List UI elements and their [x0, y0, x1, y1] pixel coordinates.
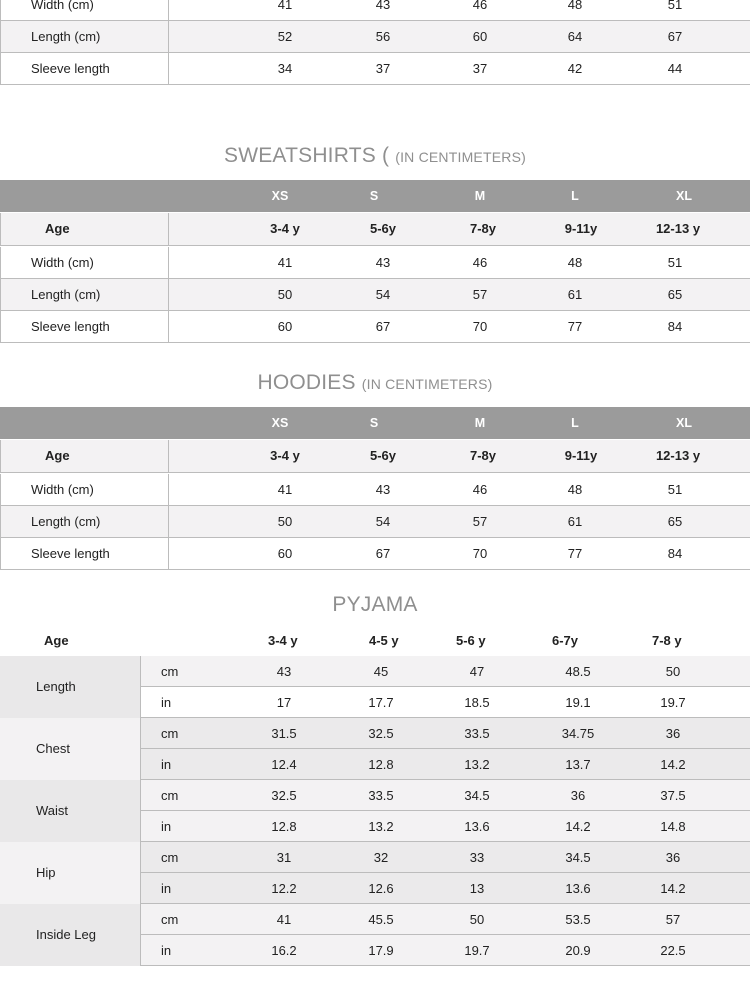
table-cell: 12.8	[368, 757, 394, 772]
table-cell: 41	[276, 912, 292, 927]
age-cell: 12-13 y	[655, 448, 701, 463]
table-cell: 51	[667, 482, 683, 497]
table-row	[141, 656, 750, 687]
table-cell: 57	[665, 912, 681, 927]
table-cell: 14.2	[565, 819, 591, 834]
table-cell: 44	[667, 61, 683, 76]
age-cell: 4-5 y	[369, 633, 399, 648]
table-row	[141, 687, 750, 718]
table-cell: 13.6	[464, 819, 490, 834]
table-cell: 43	[375, 0, 391, 12]
table-cell: 47	[469, 664, 485, 679]
table-cell: 33.5	[464, 726, 490, 741]
age-cell: 7-8y	[469, 221, 497, 236]
table-row	[141, 935, 750, 966]
table-cell: 31.5	[271, 726, 297, 741]
table-cell: 34.75	[561, 726, 595, 741]
size-header: XL	[676, 189, 692, 203]
table-cell: 12.2	[271, 881, 297, 896]
table-cell: 61	[567, 287, 583, 302]
size-header: M	[474, 416, 486, 430]
table-cell: 48	[567, 0, 583, 12]
table-cell: 46	[472, 255, 488, 270]
table-cell: 13	[469, 881, 485, 896]
row-label: Length (cm)	[1, 279, 169, 310]
age-cell: 3-4 y	[270, 221, 300, 236]
table-cell: 50	[277, 287, 293, 302]
pyjama-group-chest	[0, 718, 750, 780]
size-header-row	[0, 407, 750, 439]
unit-label: cm	[161, 664, 179, 679]
table-cell: 84	[667, 546, 683, 561]
table-row	[141, 904, 750, 935]
age-label: Age	[44, 633, 69, 648]
table-cell: 36	[665, 726, 681, 741]
table-cell: 13.2	[464, 757, 490, 772]
table-cell: 77	[567, 546, 583, 561]
table-cell: 22.5	[660, 943, 686, 958]
table-cell: 19.7	[660, 695, 686, 710]
section-subtitle: (IN CENTIMETERS)	[395, 149, 526, 165]
size-header: L	[571, 189, 579, 203]
measure-label: Chest	[0, 718, 141, 780]
table-row	[141, 780, 750, 811]
table-cell: 70	[472, 546, 488, 561]
size-header-row	[0, 180, 750, 212]
table-cell: 52	[277, 29, 293, 44]
table-cell: 13.6	[565, 881, 591, 896]
table-cell: 46	[472, 0, 488, 12]
age-label: Age	[1, 213, 169, 245]
table-cell: 32.5	[368, 726, 394, 741]
age-cell: 3-4 y	[268, 633, 298, 648]
table-cell: 36	[570, 788, 586, 803]
table-row	[141, 842, 750, 873]
table-cell: 17.7	[368, 695, 394, 710]
table-cell: 45.5	[368, 912, 394, 927]
table-cell: 18.5	[464, 695, 490, 710]
age-cell: 7-8y	[469, 448, 497, 463]
table-cell: 43	[375, 255, 391, 270]
unit-label: cm	[161, 912, 179, 927]
table-cell: 61	[567, 514, 583, 529]
row-label: Width (cm)	[1, 0, 169, 20]
table-row	[141, 873, 750, 904]
table-cell: 37.5	[660, 788, 686, 803]
table-cell: 54	[375, 287, 391, 302]
table-cell: 19.7	[464, 943, 490, 958]
unit-label: in	[161, 757, 172, 772]
table-cell: 60	[277, 546, 293, 561]
age-cell: 12-13 y	[655, 221, 701, 236]
table-row	[0, 538, 750, 570]
age-cell: 9-11y	[564, 221, 598, 236]
table-cell: 12.6	[368, 881, 394, 896]
table-cell: 32.5	[271, 788, 297, 803]
size-header: S	[369, 416, 379, 430]
table-cell: 37	[472, 61, 488, 76]
row-label: Width (cm)	[1, 247, 169, 278]
table-cell: 65	[667, 287, 683, 302]
table-cell: 50	[665, 664, 681, 679]
table-cell: 34.5	[565, 850, 591, 865]
age-cell: 5-6y	[369, 448, 397, 463]
table-row	[0, 21, 750, 53]
size-header: M	[474, 189, 486, 203]
table-row	[141, 749, 750, 780]
age-cell: 7-8 y	[652, 633, 682, 648]
table-cell: 50	[469, 912, 485, 927]
row-label: Width (cm)	[1, 474, 169, 505]
table-cell: 12.4	[271, 757, 297, 772]
table-cell: 67	[375, 546, 391, 561]
hoodies-title	[0, 371, 750, 395]
table-cell: 37	[375, 61, 391, 76]
table-cell: 17	[276, 695, 292, 710]
table-row	[0, 506, 750, 538]
size-header: XS	[271, 189, 289, 203]
age-label: Age	[1, 440, 169, 472]
table-cell: 51	[667, 255, 683, 270]
row-label: Length (cm)	[1, 21, 169, 52]
size-header: XS	[271, 416, 289, 430]
size-header: S	[369, 189, 379, 203]
pyjama-group-inside-leg	[0, 904, 750, 966]
section-title-text: HOODIES	[257, 371, 356, 394]
table-cell: 13.7	[565, 757, 591, 772]
measure-label: Length	[0, 656, 141, 718]
table-cell: 42	[567, 61, 583, 76]
section-subtitle: (IN CENTIMETERS)	[361, 376, 493, 392]
table-cell: 48.5	[565, 664, 591, 679]
table-cell: 31	[276, 850, 292, 865]
table-cell: 43	[276, 664, 292, 679]
table-cell: 12.8	[271, 819, 297, 834]
table-row	[0, 247, 750, 279]
table-cell: 17.9	[368, 943, 394, 958]
table-cell: 36	[665, 850, 681, 865]
section-title-text: SWEATSHIRTS (	[224, 144, 390, 167]
table-cell: 14.2	[660, 757, 686, 772]
table-cell: 50	[277, 514, 293, 529]
table-cell: 34	[277, 61, 293, 76]
table-row	[0, 311, 750, 343]
pyjama-group-hip	[0, 842, 750, 904]
measure-label: Hip	[0, 842, 141, 904]
table-cell: 13.2	[368, 819, 394, 834]
unit-label: in	[161, 881, 172, 896]
table-cell: 77	[567, 319, 583, 334]
table-cell: 34.5	[464, 788, 490, 803]
pyjama-title	[0, 593, 750, 617]
age-cell: 3-4 y	[270, 448, 300, 463]
unit-label: cm	[161, 788, 179, 803]
table-cell: 84	[667, 319, 683, 334]
age-row	[0, 213, 750, 246]
table-cell: 41	[277, 255, 293, 270]
pyjama-group-length	[0, 656, 750, 718]
table-cell: 14.8	[660, 819, 686, 834]
table-cell: 64	[567, 29, 583, 44]
unit-label: cm	[161, 726, 179, 741]
table-cell: 19.1	[565, 695, 591, 710]
table-row	[141, 718, 750, 749]
table-cell: 60	[472, 29, 488, 44]
unit-label: in	[161, 695, 172, 710]
measure-label: Inside Leg	[0, 904, 141, 966]
table-cell: 16.2	[271, 943, 297, 958]
table-cell: 67	[375, 319, 391, 334]
unit-label: in	[161, 943, 172, 958]
table-cell: 57	[472, 514, 488, 529]
table-cell: 65	[667, 514, 683, 529]
table-cell: 32	[373, 850, 389, 865]
size-header: L	[571, 416, 579, 430]
table-cell: 57	[472, 287, 488, 302]
table-cell: 14.2	[660, 881, 686, 896]
sweatshirts-title	[0, 144, 750, 168]
row-label: Sleeve length	[1, 538, 169, 569]
age-cell: 5-6 y	[456, 633, 486, 648]
row-label: Sleeve length	[1, 311, 169, 342]
pyjama-group-waist	[0, 780, 750, 842]
table-cell: 46	[472, 482, 488, 497]
table-cell: 45	[373, 664, 389, 679]
table-cell: 67	[667, 29, 683, 44]
age-cell: 6-7y	[552, 633, 579, 648]
age-row	[0, 440, 750, 473]
table-cell: 43	[375, 482, 391, 497]
table-cell: 56	[375, 29, 391, 44]
table-row	[0, 279, 750, 311]
unit-label: in	[161, 819, 172, 834]
table-row	[0, 53, 750, 85]
age-cell: 5-6y	[369, 221, 397, 236]
table-cell: 70	[472, 319, 488, 334]
table-cell: 51	[667, 0, 683, 12]
measure-label: Waist	[0, 780, 141, 842]
age-cell: 9-11y	[564, 448, 598, 463]
row-label: Sleeve length	[1, 53, 169, 84]
row-label: Length (cm)	[1, 506, 169, 537]
table-cell: 48	[567, 255, 583, 270]
table-cell: 54	[375, 514, 391, 529]
table-cell: 33.5	[368, 788, 394, 803]
table-row	[0, 474, 750, 506]
unit-label: cm	[161, 850, 179, 865]
table-cell: 41	[277, 0, 293, 12]
table-cell: 60	[277, 319, 293, 334]
table-cell: 53.5	[565, 912, 591, 927]
table-cell: 41	[277, 482, 293, 497]
section-title-text: PYJAMA	[332, 593, 418, 616]
table-cell: 20.9	[565, 943, 591, 958]
table-row	[141, 811, 750, 842]
table-cell: 48	[567, 482, 583, 497]
size-header: XL	[676, 416, 692, 430]
table-cell: 33	[469, 850, 485, 865]
table-row	[0, 0, 750, 21]
